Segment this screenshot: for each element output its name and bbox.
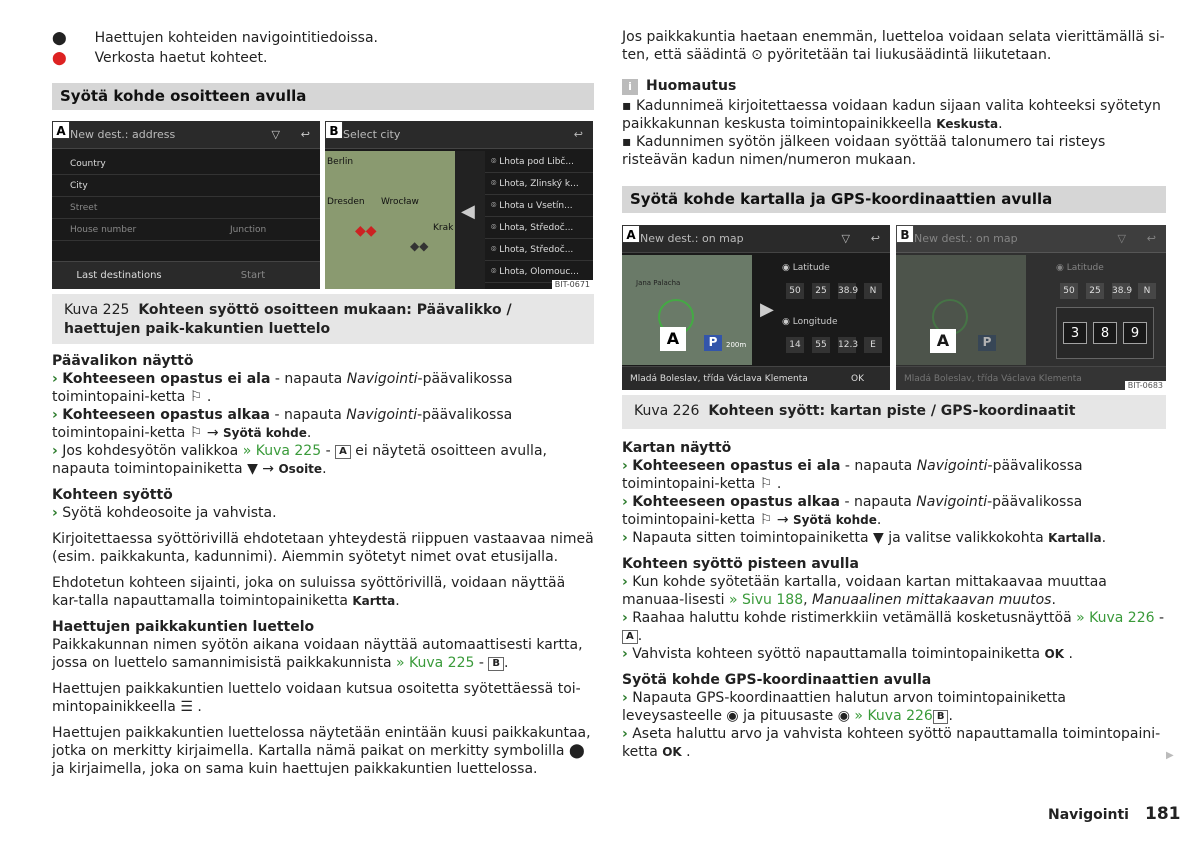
pin-icon: ⌾ — [491, 201, 500, 211]
paragraph: Paikkakunnan nimen syötön aikana voidaan näyttää automaattisesti kartta, jossa on luettelo samannimisistä paikkakunnista » Kuva 225 - B . — [52, 637, 583, 671]
latitude-values[interactable]: 50 25 38.9 N — [782, 283, 886, 299]
city-field[interactable]: City — [52, 175, 320, 197]
figure-caption — [52, 294, 594, 344]
paragraph: Ehdotetun kohteen sijainti, joka on suluissa syöttörivillä, voidaan näyttää kar-talla napauttamalla toimintopainiketta Kartta. — [52, 575, 566, 609]
chevron-down-icon[interactable]: ▽ — [1117, 232, 1126, 245]
note-item: ▪ Kadunnimen syötön jälkeen voidaan syöttää talonumero tai risteys risteävän kadun nimen/numeron mukaan. — [622, 134, 1106, 168]
longitude-label: ◉ Longitude — [782, 317, 838, 327]
street-field[interactable]: Street — [52, 197, 320, 219]
legend-text: Haettujen kohteiden navigointitiedoissa. — [94, 30, 378, 46]
pin-icon: ⌾ — [491, 157, 500, 167]
parking-icon: P — [704, 335, 722, 351]
figure-226a — [622, 225, 890, 390]
chevron-down-icon[interactable]: ▽ — [841, 232, 850, 245]
map-label: Wrocław — [381, 197, 419, 207]
note-item: ▪ Kadunnimeä kirjoitettaessa voidaan kadun sijaan valita kohteeksi syötetyn paikkakunnan keskusta toimintopainikkeella Keskusta. — [622, 98, 1161, 132]
right-body — [622, 439, 1167, 761]
subheading: Kohteen syöttö — [52, 487, 173, 503]
figure-tag: A — [622, 225, 640, 243]
bullet: › Kun kohde syötetään kartalla, voidaan kartan mittakaavaa muuttaa manuaa-lisesti » Sivu 188, Manuaalinen mittakaavan muutos. — [622, 574, 1107, 608]
flag-icon: ⚐ — [759, 512, 773, 528]
footer — [1048, 804, 1181, 824]
subheading: Kohteen syöttö pisteen avulla — [622, 556, 859, 572]
figure-tag: B — [325, 121, 343, 139]
pin-red-icon: ◆◆ — [355, 223, 377, 239]
figure-caption — [622, 395, 1166, 429]
back-icon[interactable]: ↩ — [1146, 232, 1156, 245]
page-link[interactable]: » Sivu 188 — [728, 592, 804, 608]
scale-label: 200m — [726, 341, 747, 349]
continue-arrow-icon: ▶ — [1166, 750, 1174, 761]
info-icon: i — [622, 79, 638, 95]
bullet: › Kohteeseen opastus alkaa - napauta Navigointi-päävalikossa toimintopaini-ketta ⚐ → Syötä kohde. — [52, 407, 513, 441]
note — [622, 77, 1167, 169]
chevron-right-icon[interactable]: ▶ — [760, 299, 774, 320]
bullet: › Kohteeseen opastus alkaa - napauta Navigointi-päävalikossa toimintopaini-ketta ⚐ → Syötä kohde. — [622, 494, 1083, 528]
caption-number: Kuva 225 — [64, 302, 130, 318]
pin-icon: ⬤ — [52, 30, 67, 46]
back-icon[interactable]: ↩ — [870, 232, 880, 245]
ok-button[interactable]: OK — [851, 374, 864, 384]
globe-icon: ◉ — [726, 708, 739, 724]
bullet: › Kohteeseen opastus ei ala - napauta Navigointi-päävalikossa toimintopaini-ketta ⚐ . — [622, 458, 1083, 492]
paragraph: Haettujen paikkakuntien luettelo voidaan kutsua osoitetta syötettäessä toi-mintopainikkeella ☰ . — [52, 681, 581, 715]
bullet: › Syötä kohdeosoite ja vahvista. — [52, 505, 277, 521]
parking-icon: P — [978, 335, 996, 351]
digit-key[interactable]: 3 — [1063, 322, 1087, 344]
figure-tag: B — [896, 225, 914, 243]
house-number-field[interactable]: House number — [70, 225, 137, 235]
list-icon: ☰ — [180, 699, 193, 715]
knob-icon: ⊙ — [751, 47, 763, 63]
bullet: › Raahaa haluttu kohde ristimerkkiin vetämällä kosketusnäyttöä » Kuva 226 - A . — [622, 610, 1165, 644]
screen-title-bar — [896, 225, 1166, 253]
location-map[interactable] — [896, 255, 1026, 365]
list-item[interactable] — [485, 217, 593, 239]
location-map[interactable] — [622, 255, 752, 365]
bullet: › Jos kohdesyötön valikkoa » Kuva 225 - A ei näytetä osoitteen avulla, napauta toimintopainiketta ▼ → Osoite. — [52, 443, 547, 477]
address-text: Mladá Boleslav, třída Václava Klementa — [630, 374, 808, 384]
list-item-label: Lhota, Olomouc... — [499, 267, 579, 277]
digit-key[interactable]: 9 — [1123, 322, 1147, 344]
footer-section: Navigointi — [1048, 807, 1129, 823]
globe-icon: ◉ — [1056, 263, 1064, 273]
list-item-label: Lhota, Zlinský k... — [499, 179, 579, 189]
subheading: Kartan näyttö — [622, 440, 732, 456]
caption-number: Kuva 226 — [634, 403, 700, 419]
bullet: › Vahvista kohteen syöttö napauttamalla toimintopainiketta OK . — [622, 646, 1073, 662]
figure-code: BIT-0683 — [1125, 381, 1166, 390]
paragraph: Kirjoitettaessa syöttörivillä ehdotetaan yhteydestä riippuen vastaavaa nimeä (esim. paikkakunta, kadunnimi). Aiemmin syötetyt nimet ovat etusijalla. — [52, 531, 594, 565]
figure-225b — [325, 121, 593, 289]
house-number-row — [52, 219, 320, 241]
legend-text: Verkosta haetut kohteet. — [94, 50, 268, 66]
list-item-label: Lhota u Vsetín... — [499, 201, 573, 211]
city-map[interactable] — [325, 151, 455, 289]
list-item[interactable] — [485, 195, 593, 217]
legend-row-1 — [52, 28, 592, 48]
pin-icon: ◆◆ — [410, 239, 429, 253]
list-item-label: Lhota, Středoč... — [499, 223, 574, 233]
list-nav — [455, 151, 485, 289]
number-keypad — [1056, 307, 1154, 359]
screen-title-bar — [325, 121, 593, 149]
pin-red-icon: ⬤ — [52, 50, 67, 66]
address-bar: Mladá Boleslav, třída Václava Klementa — [896, 366, 1166, 390]
figure-226b — [896, 225, 1166, 390]
bullet: › Kohteeseen opastus ei ala - napauta Navigointi-päävalikossa toimintopaini-ketta ⚐ . — [52, 371, 513, 405]
figure-link[interactable]: » Kuva 225 — [395, 655, 475, 671]
map-label: Jana Palacha — [636, 279, 681, 287]
pin-icon: ⬤ — [568, 743, 585, 759]
subheading: Haettujen paikkakuntien luettelo — [52, 619, 315, 635]
screen-title-bar — [52, 121, 320, 149]
section-title: Syötä kohde kartalla ja GPS-koordinaattien avulla — [622, 186, 1166, 213]
screen-title: New dest.: on map — [914, 232, 1018, 245]
globe-icon: ◉ — [782, 317, 790, 327]
bullet: › Napauta GPS-koordinaattien halutun arvon toimintopainiketta leveysasteelle ◉ ja pituusaste ◉ » Kuva 226 B . — [622, 690, 1066, 724]
screen-title: New dest.: address — [70, 128, 176, 141]
pin-icon: ⌾ — [491, 267, 500, 277]
longitude-values[interactable]: 14 55 12.3 E — [782, 337, 886, 353]
digit-key[interactable]: 8 — [1093, 322, 1117, 344]
legend-row-2 — [52, 48, 592, 68]
screen-title-bar — [622, 225, 890, 253]
back-icon[interactable]: ↩ — [300, 128, 310, 141]
start-button[interactable]: Start — [240, 270, 266, 281]
figure-link[interactable]: » Kuva 226 — [854, 708, 933, 724]
bullet: › Napauta sitten toimintopainiketta ▼ ja valitse valikkokohta Kartalla. — [622, 530, 1107, 546]
list-item[interactable] — [485, 239, 593, 261]
back-icon[interactable]: ↩ — [573, 128, 583, 141]
flag-icon: ⚐ — [189, 389, 203, 405]
flag-icon: ⚐ — [759, 476, 773, 492]
left-body — [52, 352, 594, 778]
chevron-down-icon: ▼ — [873, 530, 884, 546]
map-label: Krak — [433, 223, 454, 233]
figure-tag: A — [52, 121, 70, 139]
note-title: i Huomautus — [622, 77, 1167, 95]
list-item-label: Lhota, Středoč... — [499, 245, 574, 255]
chevron-down-icon[interactable]: ▽ — [271, 128, 280, 141]
pin-icon: ⌾ — [491, 223, 500, 233]
right-intro: Jos paikkakuntia haetaan enemmän, luetteloa voidaan selata vierittämällä si-ten, että säädintä ⊙ pyöritetään tai liukusäädintä liikutetaan. — [622, 29, 1165, 63]
globe-icon: ◉ — [837, 708, 850, 724]
page-number: 181 — [1145, 804, 1181, 824]
figure-link[interactable]: » Kuva 225 — [242, 443, 322, 459]
city-list — [485, 151, 593, 289]
last-destinations-button[interactable]: Last destinations — [76, 270, 162, 281]
figure-link[interactable]: » Kuva 226 — [1076, 610, 1155, 626]
figure-code: BIT-0671 — [552, 280, 593, 289]
bullet: › Aseta haluttu arvo ja vahvista kohteen syöttö napauttamalla toimintopaini-ketta OK . — [622, 726, 1161, 760]
section-title: Syötä kohde osoitteen avulla — [52, 83, 594, 110]
map-label: Berlin — [327, 157, 354, 167]
address-bar — [622, 366, 890, 390]
flag-icon: ⚐ — [189, 425, 203, 441]
globe-icon: ◉ — [782, 263, 790, 273]
figure-225a — [52, 121, 320, 289]
subheading: Päävalikon näyttö — [52, 353, 194, 369]
subheading: Syötä kohde GPS-koordinaattien avulla — [622, 672, 932, 688]
latitude-label: ◉ Latitude — [782, 263, 830, 273]
marker-label: A — [660, 327, 686, 351]
chevron-left-icon[interactable]: ◀ — [461, 201, 475, 222]
list-item[interactable] — [485, 173, 593, 195]
map-label: Dresden — [327, 197, 365, 207]
chevron-down-icon: ▼ — [247, 461, 258, 477]
paragraph: Haettujen paikkakuntien luettelossa näytetään enintään kuusi paikkakuntaa, jotka on merkitty kirjaimella. Kartalla nämä paikat on merkitty symbolilla ⬤ ja kirjaimella, joka on sama kuin haettujen paikkakuntien luettelossa. — [52, 725, 591, 777]
pin-icon: ⌾ — [491, 179, 500, 189]
junction-field[interactable]: Junction — [230, 225, 267, 235]
screen-title: Select city — [343, 128, 401, 141]
pin-icon: ⌾ — [491, 245, 500, 255]
list-item[interactable] — [485, 151, 593, 173]
list-item-label: Lhota pod Libč... — [499, 157, 574, 167]
latitude-values[interactable]: 50 25 38.9 N — [1056, 283, 1160, 299]
country-field[interactable]: Country — [52, 153, 320, 175]
marker-label: A — [930, 329, 956, 353]
caption-text: Kohteen syöttö osoitteen mukaan: Päävalikko / haettujen paik-kakuntien luettelo — [64, 302, 512, 337]
screen-title: New dest.: on map — [640, 232, 744, 245]
latitude-label: ◉ Latitude — [1056, 263, 1104, 273]
caption-text: Kohteen syött: kartan piste / GPS-koordinaatit — [708, 403, 1076, 419]
